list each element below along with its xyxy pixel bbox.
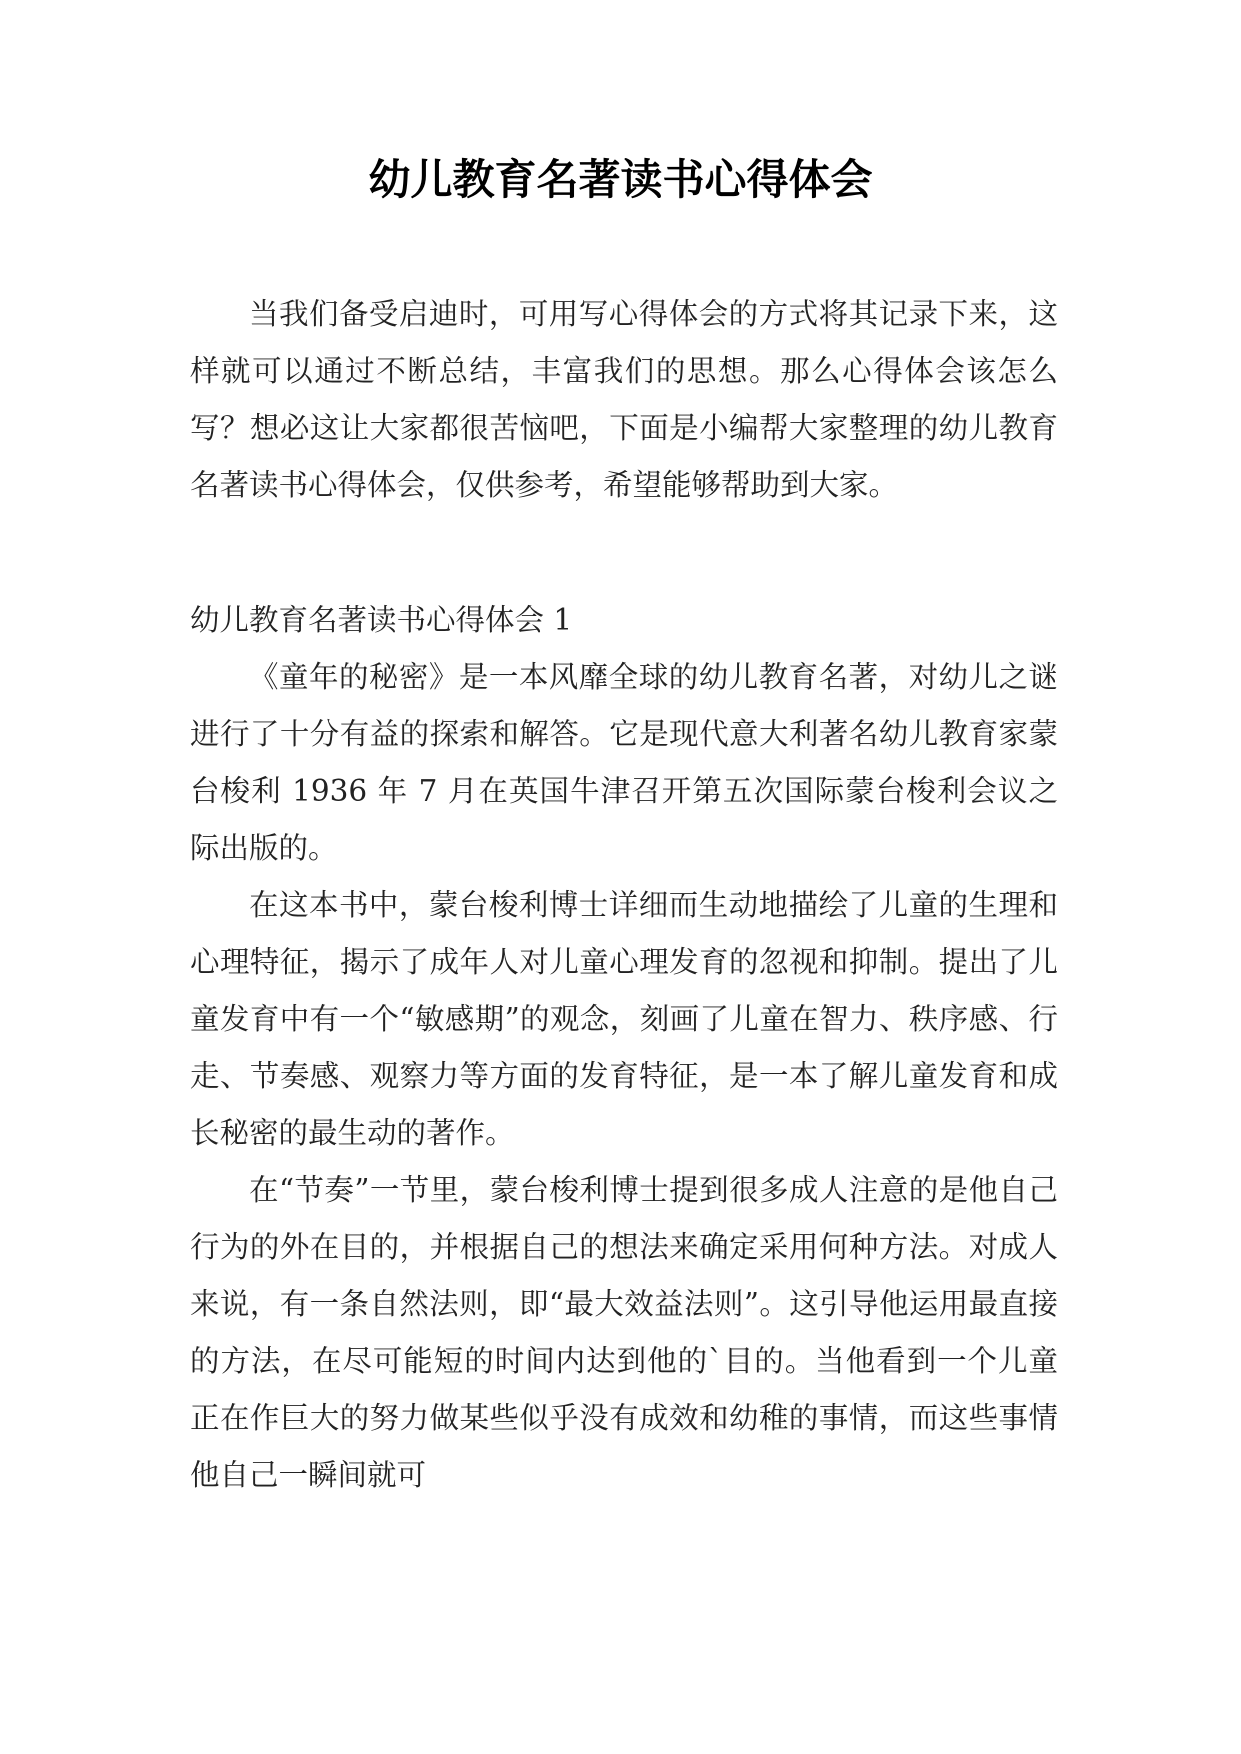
body-paragraph: 《童年的秘密》是一本风靡全球的幼儿教育名著，对幼儿之谜进行了十分有益的探索和解答。它是现代意大利著名幼儿教育家蒙台梭利 1936 年 7 月在英国牛津召开第五次国际蒙台梭利会议之际出版的。 bbox=[190, 660, 1058, 865]
intro-paragraph: 当我们备受启迪时，可用写心得体会的方式将其记录下来，这样就可以通过不断总结，丰富我们的思想。那么心得体会该怎么写？想必这让大家都很苦恼吧，下面是小编帮大家整理的幼儿教育名著读书心得体会，仅供参考，希望能够帮助到大家。 bbox=[190, 297, 1058, 502]
section-heading: 幼儿教育名著读书心得体会 1 bbox=[190, 603, 573, 637]
document-body bbox=[190, 286, 1058, 1504]
body-paragraph: 在这本书中，蒙台梭利博士详细而生动地描绘了儿童的生理和心理特征，揭示了成年人对儿童心理发育的忽视和抑制。提出了儿童发育中有一个“敏感期”的观念，刻画了儿童在智力、秩序感、行走、节奏感、观察力等方面的发育特征，是一本了解儿童发育和成长秘密的最生动的著作。 bbox=[190, 888, 1058, 1150]
body-paragraph: 在“节奏”一节里，蒙台梭利博士提到很多成人注意的是他自己行为的外在目的，并根据自己的想法来确定采用何种方法。对成人来说，有一条自然法则，即“最大效益法则”。这引导他运用最直接的方法，在尽可能短的时间内达到他的`目的。当他看到一个儿童正在作巨大的努力做某些似乎没有成效和幼稚的事情，而这些事情他自己一瞬间就可 bbox=[190, 1173, 1058, 1492]
document-title: 幼儿教育名著读书心得体会 bbox=[368, 155, 873, 204]
